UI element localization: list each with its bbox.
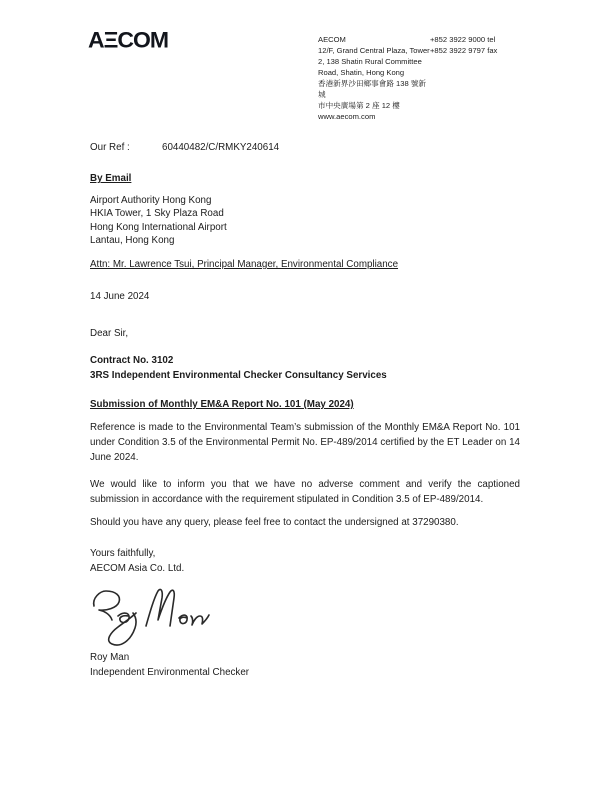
closing-company: AECOM Asia Co. Ltd. — [90, 562, 185, 574]
recipient-address-line: HKIA Tower, 1 Sky Plaza Road — [90, 208, 224, 220]
sender-address-line: Road, Shatin, Hong Kong — [318, 68, 405, 77]
sender-address-line-chinese: 市中央廣場第 2 座 12 樓 — [318, 101, 400, 110]
attention-line: Attn: Mr. Lawrence Tsui, Principal Manager, Environmental Compliance — [90, 259, 399, 270]
signatory-block — [90, 651, 249, 680]
sender-website: www.aecom.com — [318, 112, 376, 121]
sender-tel: +852 3922 9000 tel — [430, 35, 496, 44]
delivery-method: By Email — [90, 173, 132, 184]
reference-line — [90, 141, 279, 154]
body-paragraph-2: We would like to inform you that we have no adverse comment and verify the captioned submission in accordance with the requirement stipulated in Condition 3.5 of EP-489/2014. — [90, 479, 520, 505]
recipient-address-line: Hong Kong International Airport — [90, 221, 227, 233]
recipient-address-line: Airport Authority Hong Kong — [90, 195, 212, 206]
reference-label: Our Ref : — [90, 142, 130, 153]
sender-address-line: 2, 138 Shatin Rural Committee — [318, 57, 422, 66]
body-paragraph-1: Reference is made to the Environmental Team’s submission of the Monthly EM&A Report No. 101 under Condition 3.5 of the Environmental Permit No. EP-489/2014 certified by the ET Leader on 14 June 2024. — [90, 422, 520, 463]
sender-address-line-chinese: 香港新界沙田鄉事會路 138 號新城 — [318, 79, 427, 99]
signatory-title: Independent Environmental Checker — [90, 666, 250, 678]
submission-subject-line: Submission of Monthly EM&A Report No. 101 (May 2024) — [90, 399, 354, 410]
sender-contact-block — [430, 34, 497, 56]
recipient-address-block — [90, 194, 227, 248]
contract-title-line: 3RS Independent Environmental Checker Consultancy Services — [90, 369, 387, 381]
valediction: Yours faithfully, — [90, 548, 156, 559]
signature-strokes — [84, 580, 234, 652]
salutation: Dear Sir, — [90, 328, 129, 339]
aecom-logo: AΞCOM — [88, 27, 169, 53]
signature-image — [84, 580, 234, 657]
sender-fax: +852 3922 9797 fax — [430, 46, 498, 55]
letter-date: 14 June 2024 — [90, 291, 150, 302]
signatory-name: Roy Man — [90, 652, 130, 663]
contract-number-line: Contract No. 3102 — [90, 355, 174, 366]
body-paragraph-3: Should you have any query, please feel free to contact the undersigned at 37290380. — [90, 517, 459, 528]
closing-block — [90, 547, 184, 576]
subject-block — [90, 354, 387, 383]
reference-value: 60440482/C/RMKY240614 — [162, 142, 280, 153]
recipient-address-line: Lantau, Hong Kong — [90, 235, 175, 247]
sender-address-line: AECOM — [318, 35, 346, 44]
sender-address-line: 12/F, Grand Central Plaza, Tower — [318, 46, 430, 55]
sender-address-block — [318, 34, 430, 122]
